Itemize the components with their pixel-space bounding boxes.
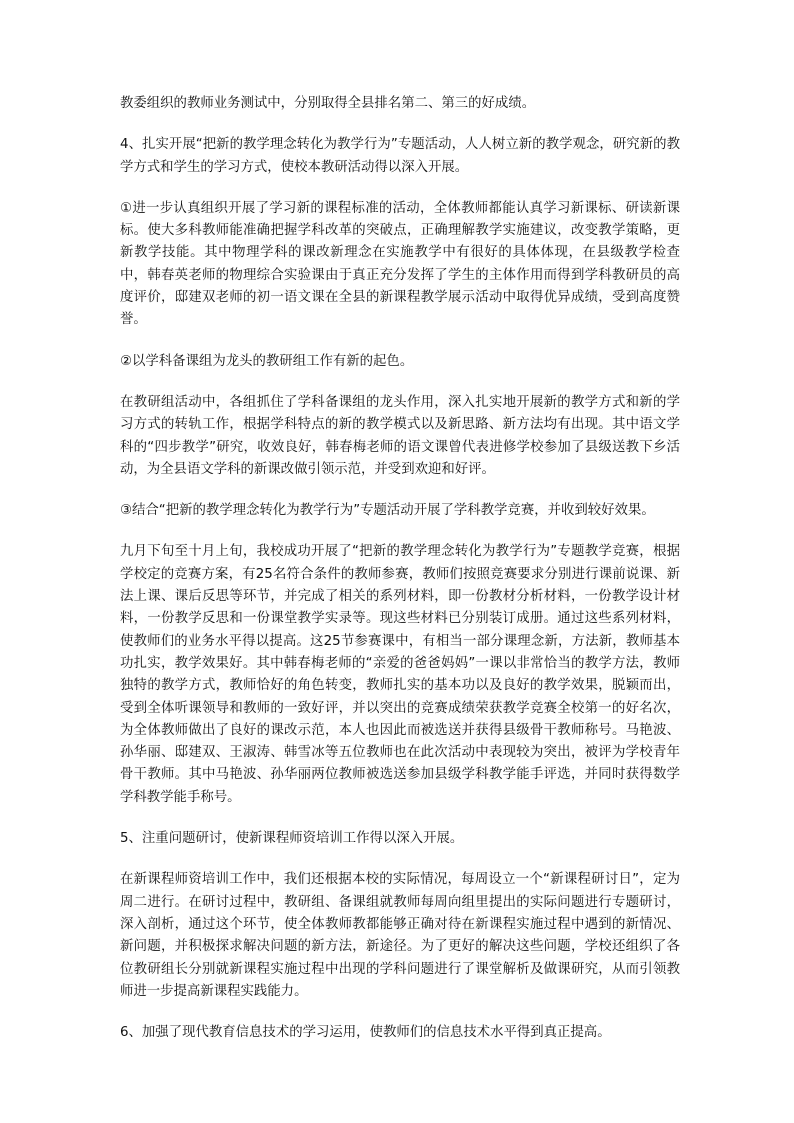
subsection-3-heading: ③结合“把新的教学理念转化为教学行为”专题活动开展了学科教学竞赛，并收到较好效果。	[120, 503, 655, 519]
subsection-2-paragraph: 在教研组活动中，各组抓住了学科备课组的龙头作用，深入扎实地开展新的教学方式和新的学习方式的转轨工作，根据学科特点的新的教学模式以及新思路、新方法均有出现。其中语文学科的“四步教学”研究，收效良好，韩春梅老师的语文课曾代表进修学校参加了县级送教下乡活动，为全县语文学科的新课改做引领示范，并受到欢迎和好评。	[120, 394, 680, 477]
document-page	[120, 93, 680, 1063]
section-5-paragraph: 在新课程师资培训工作中，我们还根据本校的实际情况，每周设立一个“新课程研讨日”，定为周二进行。在研讨过程中，教研组、备课组就教师每周向组里提出的实际问题进行专题研讨，深入剖析，通过这个环节，使全体教师教都能够正确对待在新课程实施过程中遇到的新情况、新问题，并积极探求解决问题的新方法，新途径。为了更好的解决这些问题，学校还组织了各位教研组长分别就新课程实施过程中出现的学科问题进行了课堂解析及做课研究，从而引领教师进一步提高新课程实践能力。	[120, 872, 680, 999]
subsection-3-paragraph: 九月下旬至十月上旬，我校成功开展了“把新的教学理念转化为教学行为”专题教学竞赛，根据学校定的竞赛方案，有25名符合条件的教师参赛，教师们按照竞赛要求分别进行课前说课、新法上课、课后反思等环节，并完成了相关的系列材料，即一份教材分析材料，一份教学设计材料，一份教学反思和一份课堂教学实录等。现这些材料已分别装订成册。通过这些系列材料，使教师们的业务水平得以提高。这25节参赛课中，有相当一部分课理念新，方法新，教师基本功扎实，教学效果好。其中韩春梅老师的“亲爱的爸爸妈妈”一课以非常恰当的教学方法，教师独特的教学方式，教师恰好的角色转变，教师扎实的基本功以及良好的教学效果，脱颖而出，受到全体听课领导和教师的一致好评，并以突出的竞赛成绩荣获教学竞赛全校第一的好名次，为全体教师做出了良好的课改示范，本人也因此而被选送并获得县级骨干教师称号。马艳波、孙华丽、邸建双、王淑涛、韩雪冰等五位教师也在此次活动中表现较为突出，被评为学校青年骨干教师。其中马艳波、孙华丽两位教师被选送参加县级学科教学能手评选，并同时获得数学学科教学能手称号。	[120, 544, 680, 805]
subsection-2-heading: ②以学科备课组为龙头的教研组工作有新的起色。	[120, 353, 414, 369]
section-heading-5: 5、注重问题研讨，使新课程师资培训工作得以深入开展。	[120, 831, 464, 847]
subsection-1-paragraph: ①进一步认真组织开展了学习新的课程标准的活动，全体教师都能认真学习新课标、研读新课标。使大多科教师能准确把握学科改革的突破点，正确理解教学实施建议，改变教学策略，更新教学技能。其中物理学科的课改新理念在实施教学中有很好的具体体现，在县级教学检查中，韩春英老师的物理综合实验课由于真正充分发挥了学生的主体作用而得到学科教研员的高度评价，邸建双老师的初一语文课在全县的新课程教学展示活动中取得优异成绩，受到高度赞誉。	[120, 200, 680, 328]
section-heading-4: 4、扎实开展“把新的教学理念转化为教学行为”专题活动，人人树立新的教学观念，研究新的教学方式和学生的学习方式，使校本教研活动得以深入开展。	[120, 137, 680, 175]
paragraph-continuation: 教委组织的教师业务测试中，分别取得全县排名第二、第三的好成绩。	[120, 96, 536, 111]
section-heading-6: 6、加强了现代教育信息技术的学习运用，使教师们的信息技术水平得到真正提高。	[120, 1025, 611, 1041]
